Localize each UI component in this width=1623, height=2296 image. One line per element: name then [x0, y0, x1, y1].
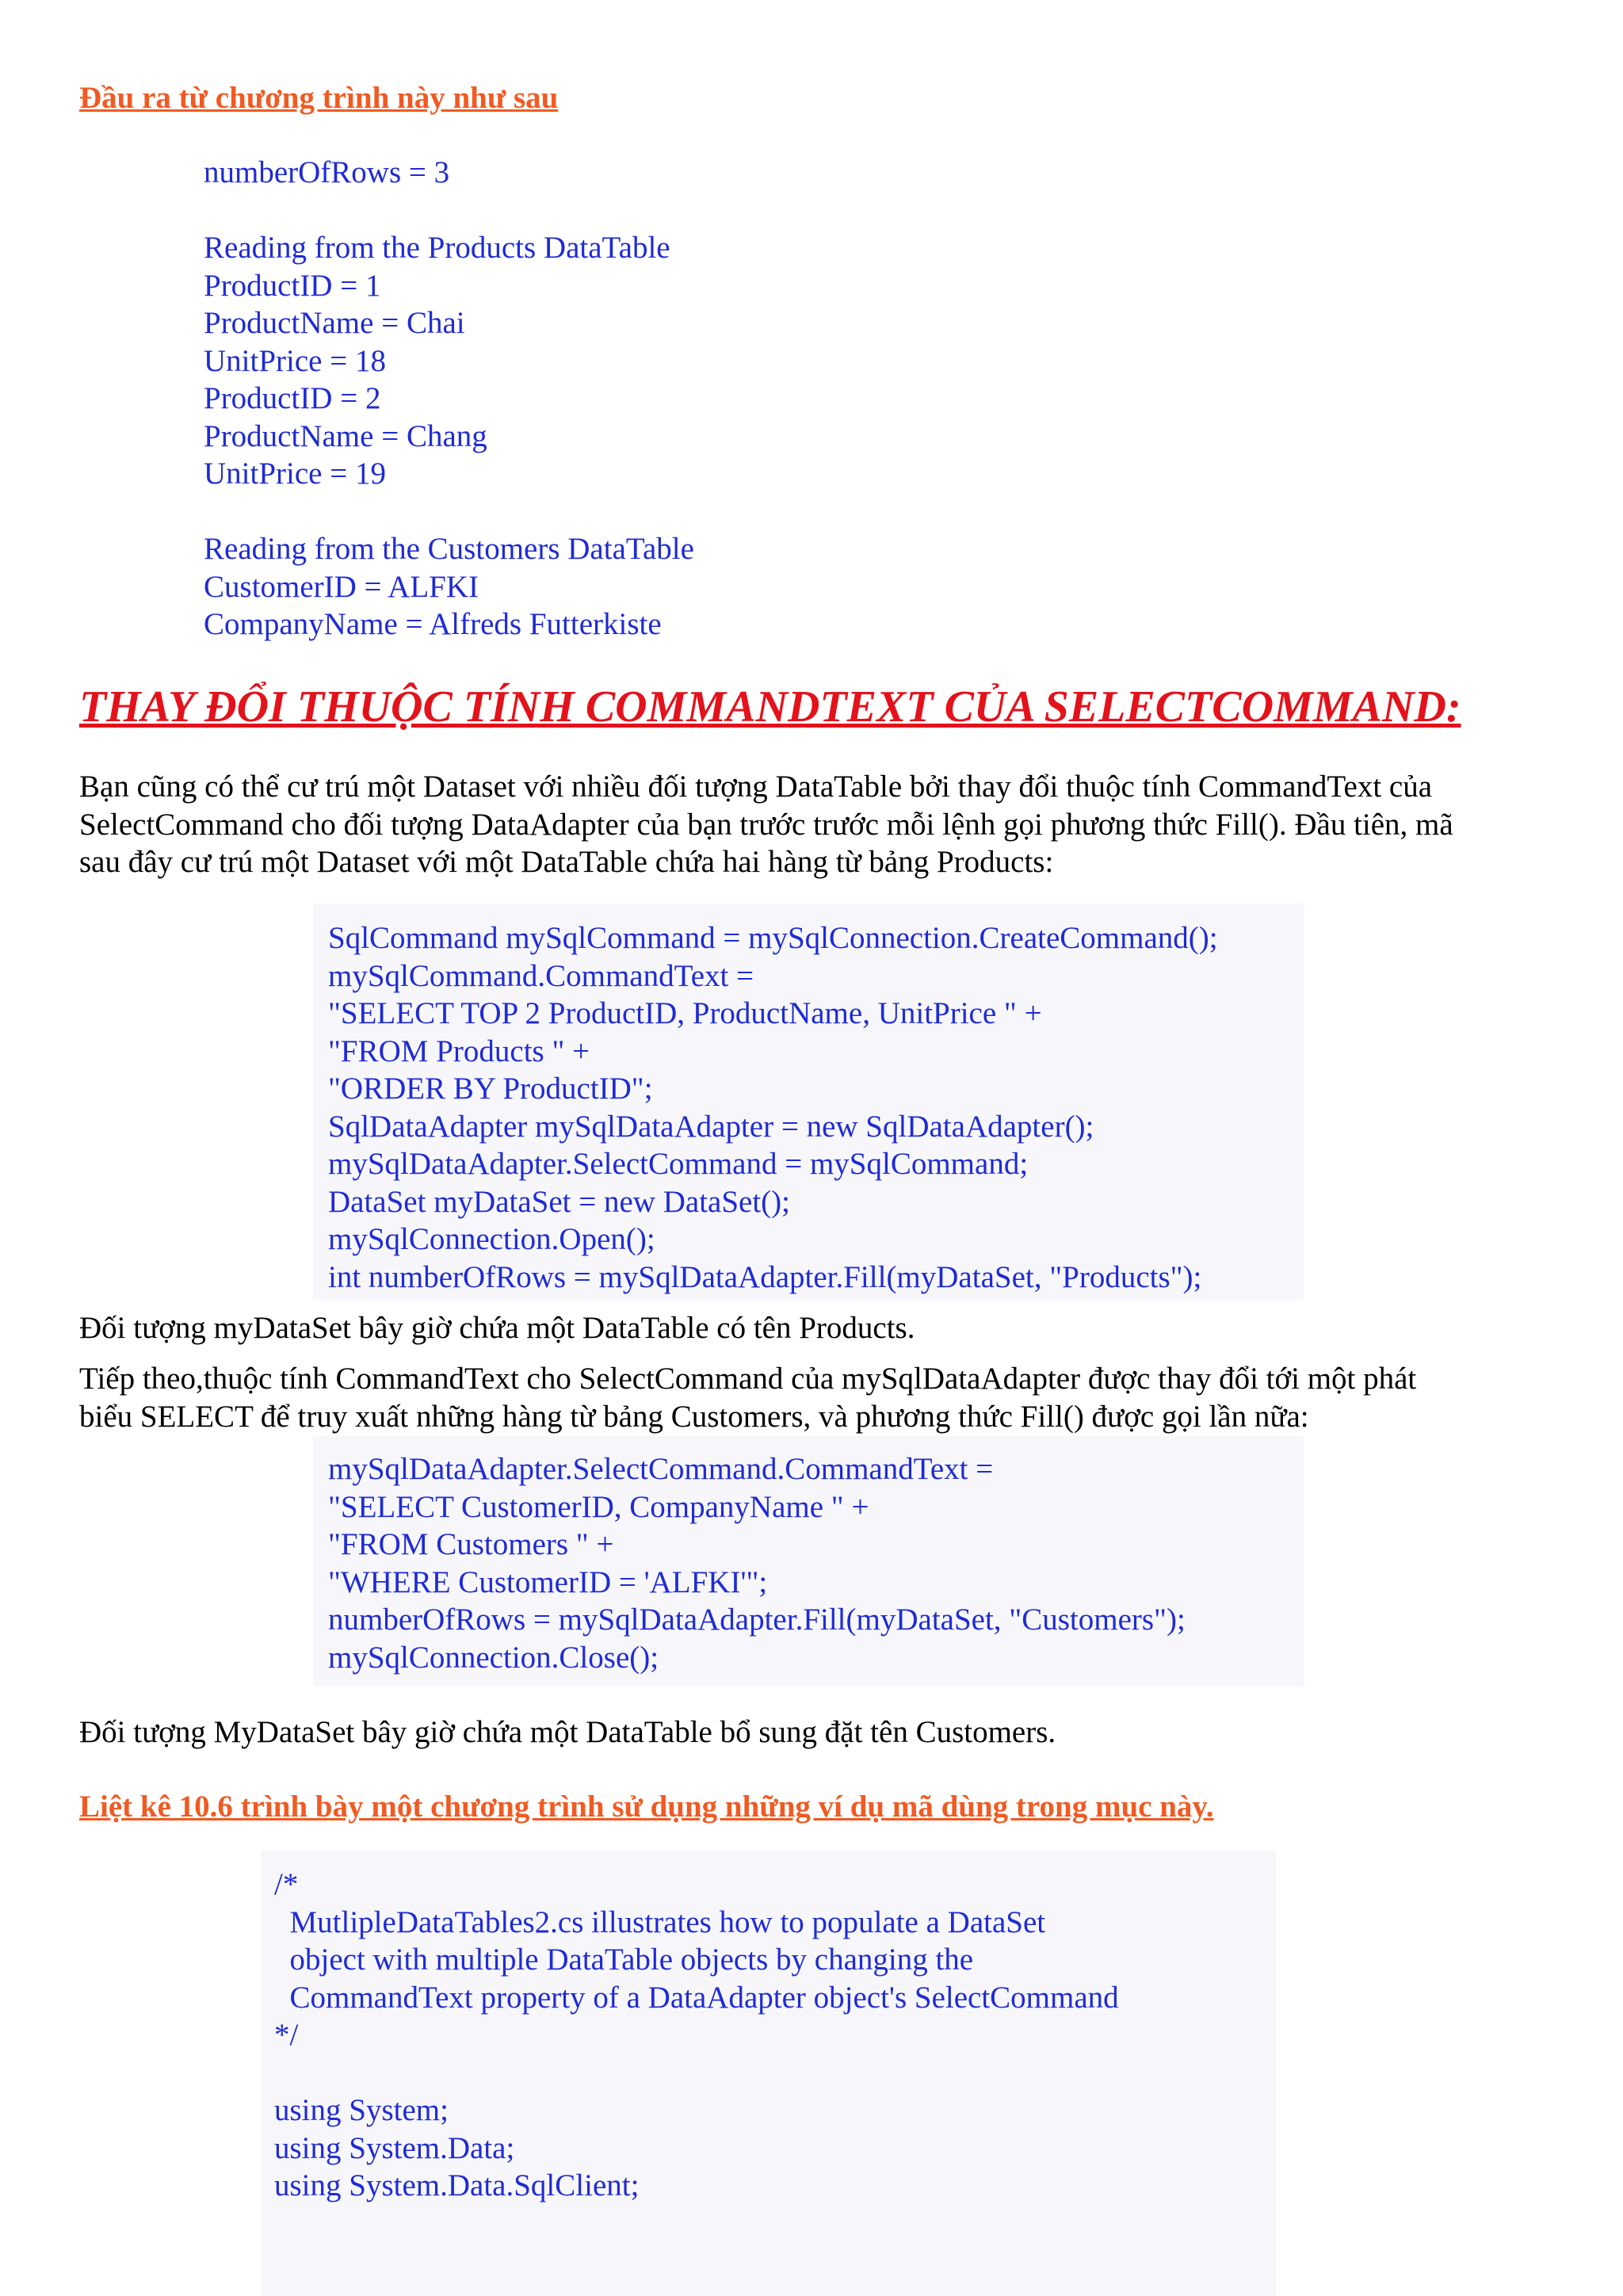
customers-paragraph-text: Đối tượng MyDataSet bây giờ chứa một DataTable bổ sung đặt tên Customers.	[79, 1715, 1056, 1749]
intro-paragraph-line: sau đây cư trú một Dataset với một DataTable chứa hai hàng từ bảng Products:	[79, 845, 1054, 879]
output-line: Reading from the Products DataTable	[204, 231, 670, 265]
output-line: CustomerID = ALFKI	[204, 569, 479, 604]
code-line: /*	[274, 1867, 299, 1901]
output-line: ProductName = Chai	[204, 306, 465, 340]
code-line: SqlDataAdapter mySqlDataAdapter = new SqlDataAdapter();	[328, 1109, 1094, 1144]
code-line: "FROM Customers " +	[328, 1527, 614, 1561]
intro-paragraph-line: Bạn cũng có thể cư trú một Dataset với nhiều đối tượng DataTable bởi thay đổi thuộc tính CommandText của	[79, 770, 1433, 804]
output-line: CompanyName = Alfreds Futterkiste	[204, 607, 662, 641]
output-line: UnitPrice = 19	[204, 457, 386, 491]
intro-paragraph	[79, 768, 1553, 881]
code-line: "SELECT TOP 2 ProductID, ProductName, UnitPrice " +	[328, 996, 1042, 1030]
output-line: Reading from the Customers DataTable	[204, 532, 694, 566]
code-line: SqlCommand mySqlCommand = mySqlConnection.CreateCommand();	[328, 921, 1218, 955]
output-line: numberOfRows = 3	[204, 155, 450, 189]
code-line: using System;	[274, 2093, 449, 2127]
code-block-customers	[328, 1450, 1186, 1676]
code-line: DataSet myDataSet = new DataSet();	[328, 1184, 790, 1219]
intro-paragraph-line: SelectCommand cho đối tượng DataAdapter của bạn trước trước mỗi lệnh gọi phương thức Fill(). Đầu tiên, mã	[79, 807, 1453, 842]
code-line: object with multiple DataTable objects by changing the	[274, 1943, 974, 1977]
next-paragraph	[79, 1360, 1553, 1435]
program-output	[204, 154, 694, 644]
products-paragraph	[79, 1309, 1553, 1347]
next-paragraph-line: Tiếp theo,thuộc tính CommandText cho SelectCommand của mySqlDataAdapter được thay đổi tới một phát	[79, 1362, 1417, 1396]
code-line: MutlipleDataTables2.cs illustrates how to populate a DataSet	[274, 1904, 1046, 1939]
output-line: ProductID = 2	[204, 381, 381, 415]
code-line: "SELECT CustomerID, CompanyName " +	[328, 1489, 869, 1524]
code-line: "FROM Products " +	[328, 1033, 590, 1068]
code-line: mySqlConnection.Open();	[328, 1222, 655, 1256]
code-line: "WHERE CustomerID = 'ALFKI'";	[328, 1564, 768, 1599]
code-line-blank	[274, 2054, 1119, 2092]
code-line: mySqlDataAdapter.SelectCommand = mySqlCommand;	[328, 1147, 1029, 1181]
code-line: CommandText property of a DataAdapter object's SelectCommand	[274, 1980, 1119, 2015]
output-line-blank	[204, 493, 694, 531]
next-paragraph-line: biểu SELECT để truy xuất những hàng từ bảng Customers, và phương thức Fill() được gọi lần nữa:	[79, 1399, 1309, 1434]
listing-heading: Liệt kê 10.6 trình bày một chương trình sử dụng những ví dụ mã dùng trong mục này.	[79, 1790, 1214, 1824]
customers-paragraph	[79, 1713, 1553, 1752]
products-paragraph-text: Đối tượng myDataSet bây giờ chứa một DataTable có tên Products.	[79, 1311, 915, 1345]
code-line: mySqlDataAdapter.SelectCommand.CommandText =	[328, 1452, 994, 1486]
code-block-products	[328, 919, 1218, 1296]
output-line: ProductName = Chang	[204, 418, 487, 453]
code-line: */	[274, 2018, 299, 2052]
output-line: ProductID = 1	[204, 268, 381, 303]
code-line: using System.Data.SqlClient;	[274, 2168, 640, 2202]
code-line: using System.Data;	[274, 2130, 515, 2165]
output-line-blank	[204, 192, 694, 230]
output-heading: Đầu ra từ chương trình này như sau	[79, 81, 559, 115]
section-title: THAY ĐỔI THUỘC TÍNH COMMANDTEXT CỦA SELECTCOMMAND:	[79, 682, 1461, 732]
code-line: mySqlConnection.Close();	[328, 1640, 659, 1675]
output-line: UnitPrice = 18	[204, 343, 386, 378]
code-line: mySqlCommand.CommandText =	[328, 958, 754, 993]
code-line: "ORDER BY ProductID";	[328, 1072, 653, 1106]
code-line: int numberOfRows = mySqlDataAdapter.Fill(myDataSet, "Products");	[328, 1259, 1202, 1294]
code-block-listing	[274, 1866, 1119, 2205]
code-line: numberOfRows = mySqlDataAdapter.Fill(myDataSet, "Customers");	[328, 1603, 1186, 1637]
